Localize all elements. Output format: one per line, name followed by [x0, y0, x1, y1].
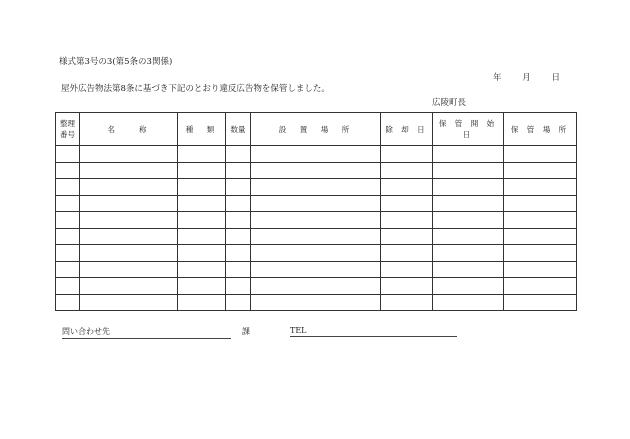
cell-kind[interactable] — [178, 212, 226, 229]
header-quantity: 数量 — [226, 113, 251, 146]
table-body — [56, 146, 577, 311]
cell-quantity[interactable] — [226, 228, 251, 245]
cell-name[interactable] — [80, 261, 178, 278]
cell-kind[interactable] — [178, 146, 226, 163]
cell-name[interactable] — [80, 146, 178, 163]
cell-name[interactable] — [80, 195, 178, 212]
table-row — [56, 212, 577, 229]
header-removal-date: 除 却 日 — [381, 113, 433, 146]
cell-serial-number[interactable] — [56, 294, 80, 311]
table-row — [56, 146, 577, 163]
cell-quantity[interactable] — [226, 245, 251, 262]
intro-text: 屋外広告物法第8条に基づき下記のとおり違反広告物を保管しました。 — [61, 84, 330, 94]
date-line — [493, 71, 560, 83]
issuer-name: 広陵町長 — [432, 98, 467, 108]
cell-name[interactable] — [80, 162, 178, 179]
cell-quantity[interactable] — [226, 179, 251, 196]
cell-kind[interactable] — [178, 261, 226, 278]
cell-kind[interactable] — [178, 179, 226, 196]
cell-removal-date[interactable] — [381, 195, 433, 212]
table-row — [56, 195, 577, 212]
date-month-label: 月 — [522, 73, 531, 83]
cell-storage-place[interactable] — [504, 162, 577, 179]
cell-name[interactable] — [80, 212, 178, 229]
header-kind: 種 類 — [178, 113, 226, 146]
table-row — [56, 245, 577, 262]
cell-removal-date[interactable] — [381, 294, 433, 311]
cell-storage-start[interactable] — [433, 228, 504, 245]
cell-location[interactable] — [251, 245, 381, 262]
cell-storage-place[interactable] — [504, 294, 577, 311]
cell-serial-number[interactable] — [56, 261, 80, 278]
cell-serial-number[interactable] — [56, 179, 80, 196]
form-title: 様式第3号の3(第5条の3関係) — [59, 57, 173, 67]
cell-serial-number[interactable] — [56, 278, 80, 295]
table-row — [56, 278, 577, 295]
cell-storage-start[interactable] — [433, 146, 504, 163]
storage-record-table — [55, 112, 577, 311]
cell-removal-date[interactable] — [381, 146, 433, 163]
cell-removal-date[interactable] — [381, 261, 433, 278]
cell-storage-place[interactable] — [504, 179, 577, 196]
cell-serial-number[interactable] — [56, 162, 80, 179]
contact-label: 問い合わせ先 — [62, 327, 110, 336]
header-serial-line2: 番号 — [60, 130, 75, 139]
header-location: 設 置 場 所 — [251, 113, 381, 146]
cell-storage-start[interactable] — [433, 212, 504, 229]
cell-storage-start[interactable] — [433, 261, 504, 278]
cell-quantity[interactable] — [226, 261, 251, 278]
cell-location[interactable] — [251, 228, 381, 245]
cell-quantity[interactable] — [226, 294, 251, 311]
cell-storage-place[interactable] — [504, 195, 577, 212]
cell-storage-start[interactable] — [433, 278, 504, 295]
table-row — [56, 261, 577, 278]
cell-kind[interactable] — [178, 195, 226, 212]
cell-removal-date[interactable] — [381, 245, 433, 262]
cell-storage-start[interactable] — [433, 294, 504, 311]
tel-field[interactable] — [290, 326, 457, 337]
cell-removal-date[interactable] — [381, 162, 433, 179]
table-row — [56, 179, 577, 196]
cell-storage-place[interactable] — [504, 278, 577, 295]
cell-serial-number[interactable] — [56, 146, 80, 163]
cell-removal-date[interactable] — [381, 212, 433, 229]
cell-serial-number[interactable] — [56, 212, 80, 229]
cell-quantity[interactable] — [226, 195, 251, 212]
tel-label: TEL — [290, 326, 307, 335]
header-name: 名 称 — [80, 113, 178, 146]
cell-location[interactable] — [251, 195, 381, 212]
cell-location[interactable] — [251, 146, 381, 163]
header-serial-number — [56, 113, 80, 146]
cell-removal-date[interactable] — [381, 228, 433, 245]
cell-location[interactable] — [251, 261, 381, 278]
cell-location[interactable] — [251, 212, 381, 229]
header-storage-place: 保 管 場 所 — [504, 113, 577, 146]
table-row — [56, 162, 577, 179]
cell-name[interactable] — [80, 278, 178, 295]
cell-storage-start[interactable] — [433, 195, 504, 212]
cell-quantity[interactable] — [226, 212, 251, 229]
cell-storage-place[interactable] — [504, 228, 577, 245]
cell-quantity[interactable] — [226, 162, 251, 179]
cell-storage-place[interactable] — [504, 212, 577, 229]
cell-storage-start[interactable] — [433, 245, 504, 262]
cell-kind[interactable] — [178, 294, 226, 311]
header-serial-line1: 整理 — [60, 119, 75, 128]
cell-storage-place[interactable] — [504, 245, 577, 262]
cell-location[interactable] — [251, 162, 381, 179]
cell-serial-number[interactable] — [56, 228, 80, 245]
cell-name[interactable] — [80, 179, 178, 196]
cell-quantity[interactable] — [226, 278, 251, 295]
cell-location[interactable] — [251, 294, 381, 311]
date-day-label: 日 — [551, 73, 560, 83]
cell-location[interactable] — [251, 179, 381, 196]
cell-storage-start[interactable] — [433, 162, 504, 179]
header-storage-start: 保 管 開 始 日 — [433, 113, 504, 146]
cell-name[interactable] — [80, 228, 178, 245]
cell-removal-date[interactable] — [381, 278, 433, 295]
cell-serial-number[interactable] — [56, 245, 80, 262]
cell-location[interactable] — [251, 278, 381, 295]
cell-kind[interactable] — [178, 228, 226, 245]
cell-kind[interactable] — [178, 278, 226, 295]
cell-name[interactable] — [80, 294, 178, 311]
cell-kind[interactable] — [178, 245, 226, 262]
cell-storage-place[interactable] — [504, 261, 577, 278]
table-row — [56, 228, 577, 245]
cell-name[interactable] — [80, 245, 178, 262]
cell-quantity[interactable] — [226, 146, 251, 163]
cell-storage-start[interactable] — [433, 179, 504, 196]
cell-removal-date[interactable] — [381, 179, 433, 196]
cell-serial-number[interactable] — [56, 195, 80, 212]
cell-kind[interactable] — [178, 162, 226, 179]
cell-storage-place[interactable] — [504, 146, 577, 163]
contact-field[interactable] — [62, 326, 231, 339]
table-header-row — [56, 113, 577, 146]
date-year-label: 年 — [493, 73, 502, 83]
section-label: 課 — [242, 327, 250, 336]
table-row — [56, 294, 577, 311]
